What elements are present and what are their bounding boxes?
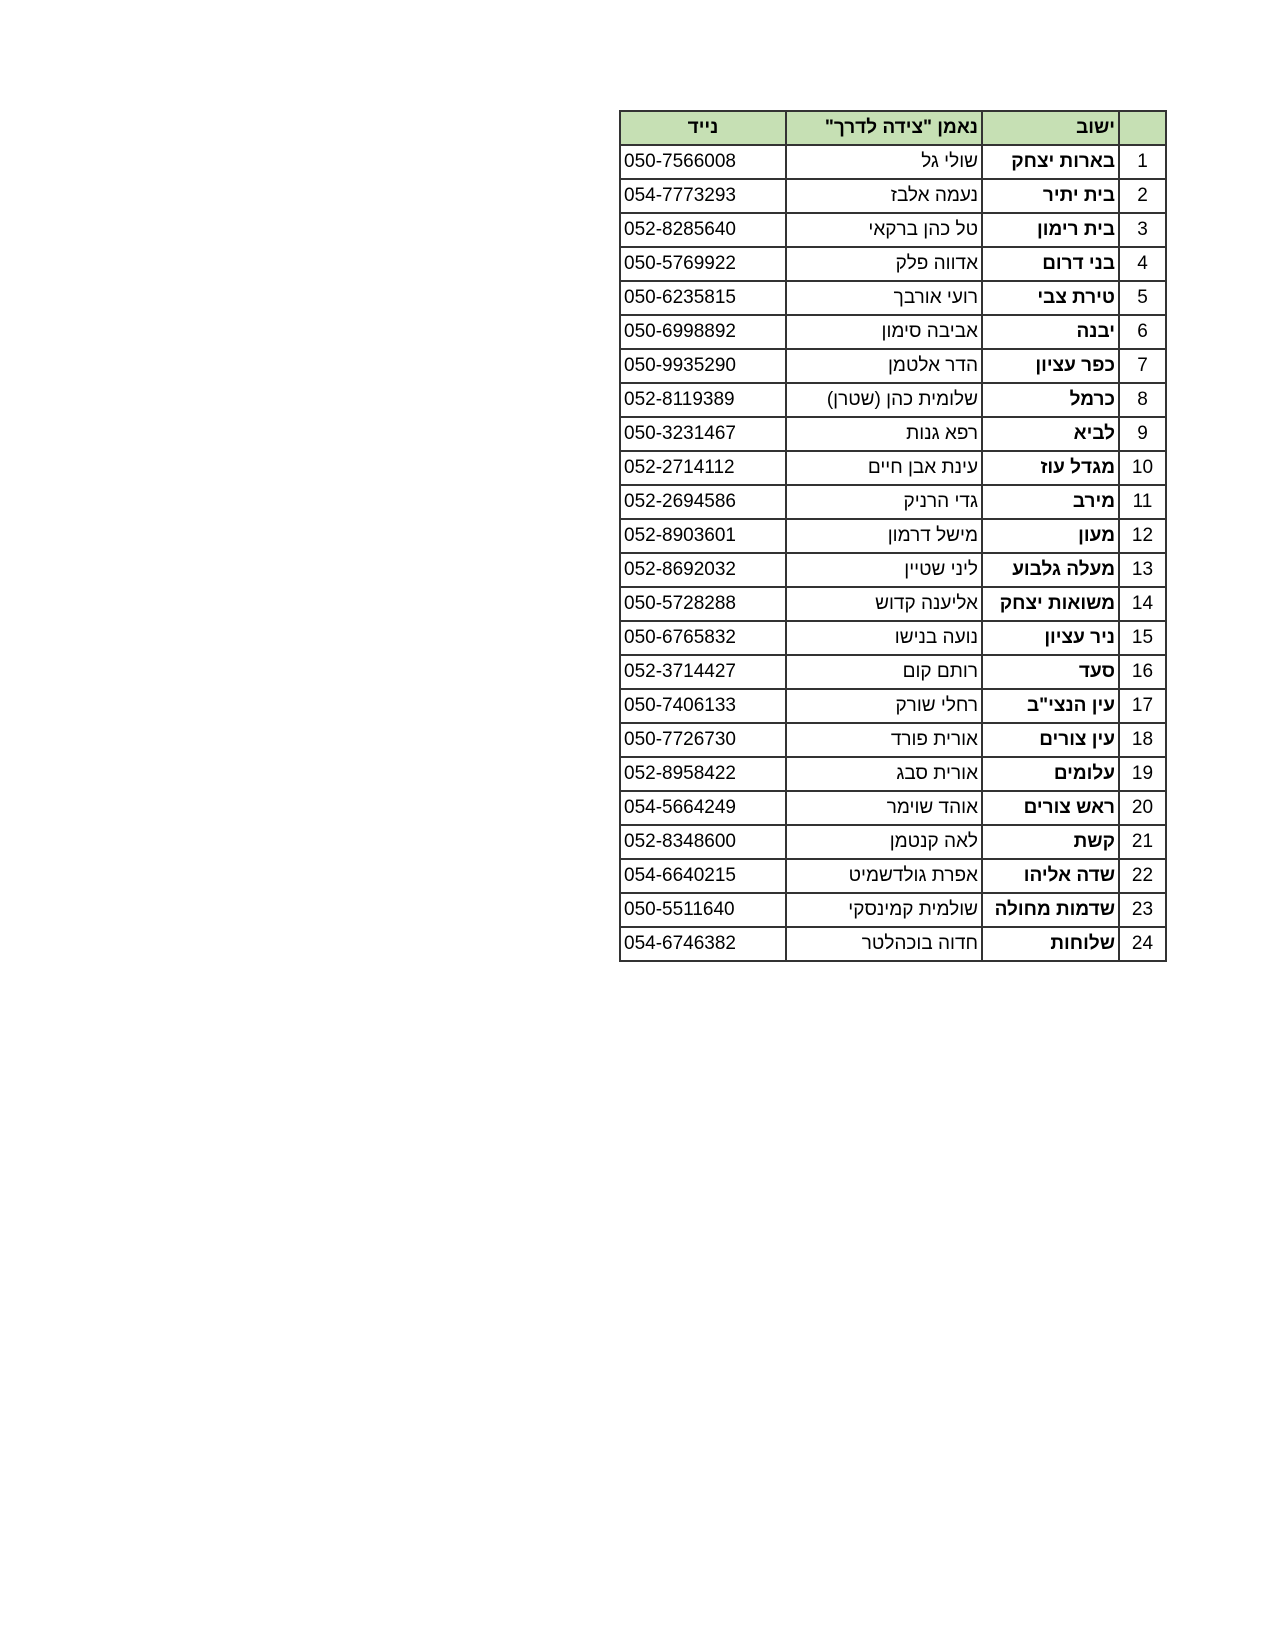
phone-cell: 054-5664249 <box>620 791 786 825</box>
index-cell: 13 <box>1119 553 1166 587</box>
trustee-cell: נועה בנישו <box>786 621 982 655</box>
phone-cell: 052-8903601 <box>620 519 786 553</box>
phone-cell: 052-3714427 <box>620 655 786 689</box>
index-cell: 4 <box>1119 247 1166 281</box>
trustee-cell: לאה קנטמן <box>786 825 982 859</box>
trustee-cell: אליענה קדוש <box>786 587 982 621</box>
trustee-cell: חדוה בוכהלטר <box>786 927 982 961</box>
table-row <box>620 315 1166 349</box>
trustee-cell: שולמית קמינסקי <box>786 893 982 927</box>
trustee-cell: אוהד שוימר <box>786 791 982 825</box>
phone-cell: 050-6998892 <box>620 315 786 349</box>
settlement-cell: סעד <box>982 655 1119 689</box>
index-cell: 14 <box>1119 587 1166 621</box>
index-cell: 22 <box>1119 859 1166 893</box>
table-row <box>620 655 1166 689</box>
settlement-cell: בית יתיר <box>982 179 1119 213</box>
settlement-cell: עין הנצי"ב <box>982 689 1119 723</box>
table-row <box>620 587 1166 621</box>
index-cell: 21 <box>1119 825 1166 859</box>
index-cell: 11 <box>1119 485 1166 519</box>
index-cell: 7 <box>1119 349 1166 383</box>
trustee-cell: רפא גנות <box>786 417 982 451</box>
index-cell: 19 <box>1119 757 1166 791</box>
trustee-cell: רחלי שורק <box>786 689 982 723</box>
settlement-cell: עלומים <box>982 757 1119 791</box>
settlement-cell: עין צורים <box>982 723 1119 757</box>
trustee-cell: אביבה סימון <box>786 315 982 349</box>
index-cell: 8 <box>1119 383 1166 417</box>
table-row <box>620 927 1166 961</box>
settlement-cell: ניר עציון <box>982 621 1119 655</box>
phone-cell: 050-5728288 <box>620 587 786 621</box>
phone-cell: 050-9935290 <box>620 349 786 383</box>
trustee-cell: אפרת גולדשמיט <box>786 859 982 893</box>
trustee-cell: הדר אלטמן <box>786 349 982 383</box>
table-row <box>620 791 1166 825</box>
settlement-cell: משואות יצחק <box>982 587 1119 621</box>
table-row <box>620 213 1166 247</box>
index-cell: 15 <box>1119 621 1166 655</box>
index-cell: 12 <box>1119 519 1166 553</box>
table-row <box>620 553 1166 587</box>
phone-cell: 050-6765832 <box>620 621 786 655</box>
settlement-cell: טירת צבי <box>982 281 1119 315</box>
settlement-cell: בני דרום <box>982 247 1119 281</box>
table-row <box>620 179 1166 213</box>
table-row <box>620 859 1166 893</box>
index-cell: 10 <box>1119 451 1166 485</box>
settlement-cell: מגדל עוז <box>982 451 1119 485</box>
trustee-cell: שולי גל <box>786 145 982 179</box>
phone-cell: 050-7726730 <box>620 723 786 757</box>
settlement-cell: יבנה <box>982 315 1119 349</box>
table-row <box>620 621 1166 655</box>
index-cell: 3 <box>1119 213 1166 247</box>
table-header-row <box>620 111 1166 145</box>
settlement-cell: מירב <box>982 485 1119 519</box>
trustee-cell: גדי הרניק <box>786 485 982 519</box>
settlement-cell: שדמות מחולה <box>982 893 1119 927</box>
index-cell: 2 <box>1119 179 1166 213</box>
trustee-cell: רותם קום <box>786 655 982 689</box>
index-cell: 16 <box>1119 655 1166 689</box>
settlement-cell: בארות יצחק <box>982 145 1119 179</box>
trustees-table <box>619 110 1167 962</box>
settlement-cell: ראש צורים <box>982 791 1119 825</box>
table-row <box>620 757 1166 791</box>
trustee-cell: אדווה פלק <box>786 247 982 281</box>
table-row <box>620 485 1166 519</box>
index-cell: 18 <box>1119 723 1166 757</box>
phone-cell: 052-8285640 <box>620 213 786 247</box>
phone-cell: 052-8958422 <box>620 757 786 791</box>
table-row <box>620 519 1166 553</box>
settlement-cell: מעלה גלבוע <box>982 553 1119 587</box>
settlement-cell: כפר עציון <box>982 349 1119 383</box>
settlement-cell: בית רימון <box>982 213 1119 247</box>
table-row <box>620 723 1166 757</box>
phone-cell: 050-5511640 <box>620 893 786 927</box>
table-row <box>620 281 1166 315</box>
settlement-cell: שדה אליהו <box>982 859 1119 893</box>
table-row <box>620 825 1166 859</box>
phone-cell: 054-6640215 <box>620 859 786 893</box>
trustee-cell: מישל דרמון <box>786 519 982 553</box>
phone-cell: 052-8348600 <box>620 825 786 859</box>
table-row <box>620 451 1166 485</box>
header-trustee: נאמן "צידה לדרך" <box>786 111 982 145</box>
settlement-cell: שלוחות <box>982 927 1119 961</box>
index-cell: 1 <box>1119 145 1166 179</box>
index-cell: 9 <box>1119 417 1166 451</box>
table-row <box>620 349 1166 383</box>
phone-cell: 052-2714112 <box>620 451 786 485</box>
index-cell: 6 <box>1119 315 1166 349</box>
trustee-cell: עינת אבן חיים <box>786 451 982 485</box>
trustee-cell: נעמה אלבז <box>786 179 982 213</box>
phone-cell: 050-6235815 <box>620 281 786 315</box>
trustee-cell: שלומית כהן (שטרן) <box>786 383 982 417</box>
trustee-cell: אורית פורד <box>786 723 982 757</box>
index-cell: 23 <box>1119 893 1166 927</box>
phone-cell: 054-6746382 <box>620 927 786 961</box>
phone-cell: 050-5769922 <box>620 247 786 281</box>
trustee-cell: טל כהן ברקאי <box>786 213 982 247</box>
header-phone: נייד <box>620 111 786 145</box>
phone-cell: 050-7566008 <box>620 145 786 179</box>
phone-cell: 054-7773293 <box>620 179 786 213</box>
table-row <box>620 145 1166 179</box>
trustee-cell: ליני שטיין <box>786 553 982 587</box>
header-settlement: ישוב <box>982 111 1119 145</box>
trustee-cell: אורית סבג <box>786 757 982 791</box>
phone-cell: 052-8119389 <box>620 383 786 417</box>
index-cell: 17 <box>1119 689 1166 723</box>
table-row <box>620 689 1166 723</box>
phone-cell: 050-3231467 <box>620 417 786 451</box>
table-row <box>620 383 1166 417</box>
settlement-cell: קשת <box>982 825 1119 859</box>
settlement-cell: מעון <box>982 519 1119 553</box>
trustee-cell: רועי אורבך <box>786 281 982 315</box>
phone-cell: 050-7406133 <box>620 689 786 723</box>
index-cell: 24 <box>1119 927 1166 961</box>
phone-cell: 052-2694586 <box>620 485 786 519</box>
settlement-cell: כרמל <box>982 383 1119 417</box>
phone-cell: 052-8692032 <box>620 553 786 587</box>
table-row <box>620 247 1166 281</box>
table-row <box>620 417 1166 451</box>
table-row <box>620 893 1166 927</box>
header-index <box>1119 111 1166 145</box>
settlement-cell: לביא <box>982 417 1119 451</box>
index-cell: 20 <box>1119 791 1166 825</box>
index-cell: 5 <box>1119 281 1166 315</box>
